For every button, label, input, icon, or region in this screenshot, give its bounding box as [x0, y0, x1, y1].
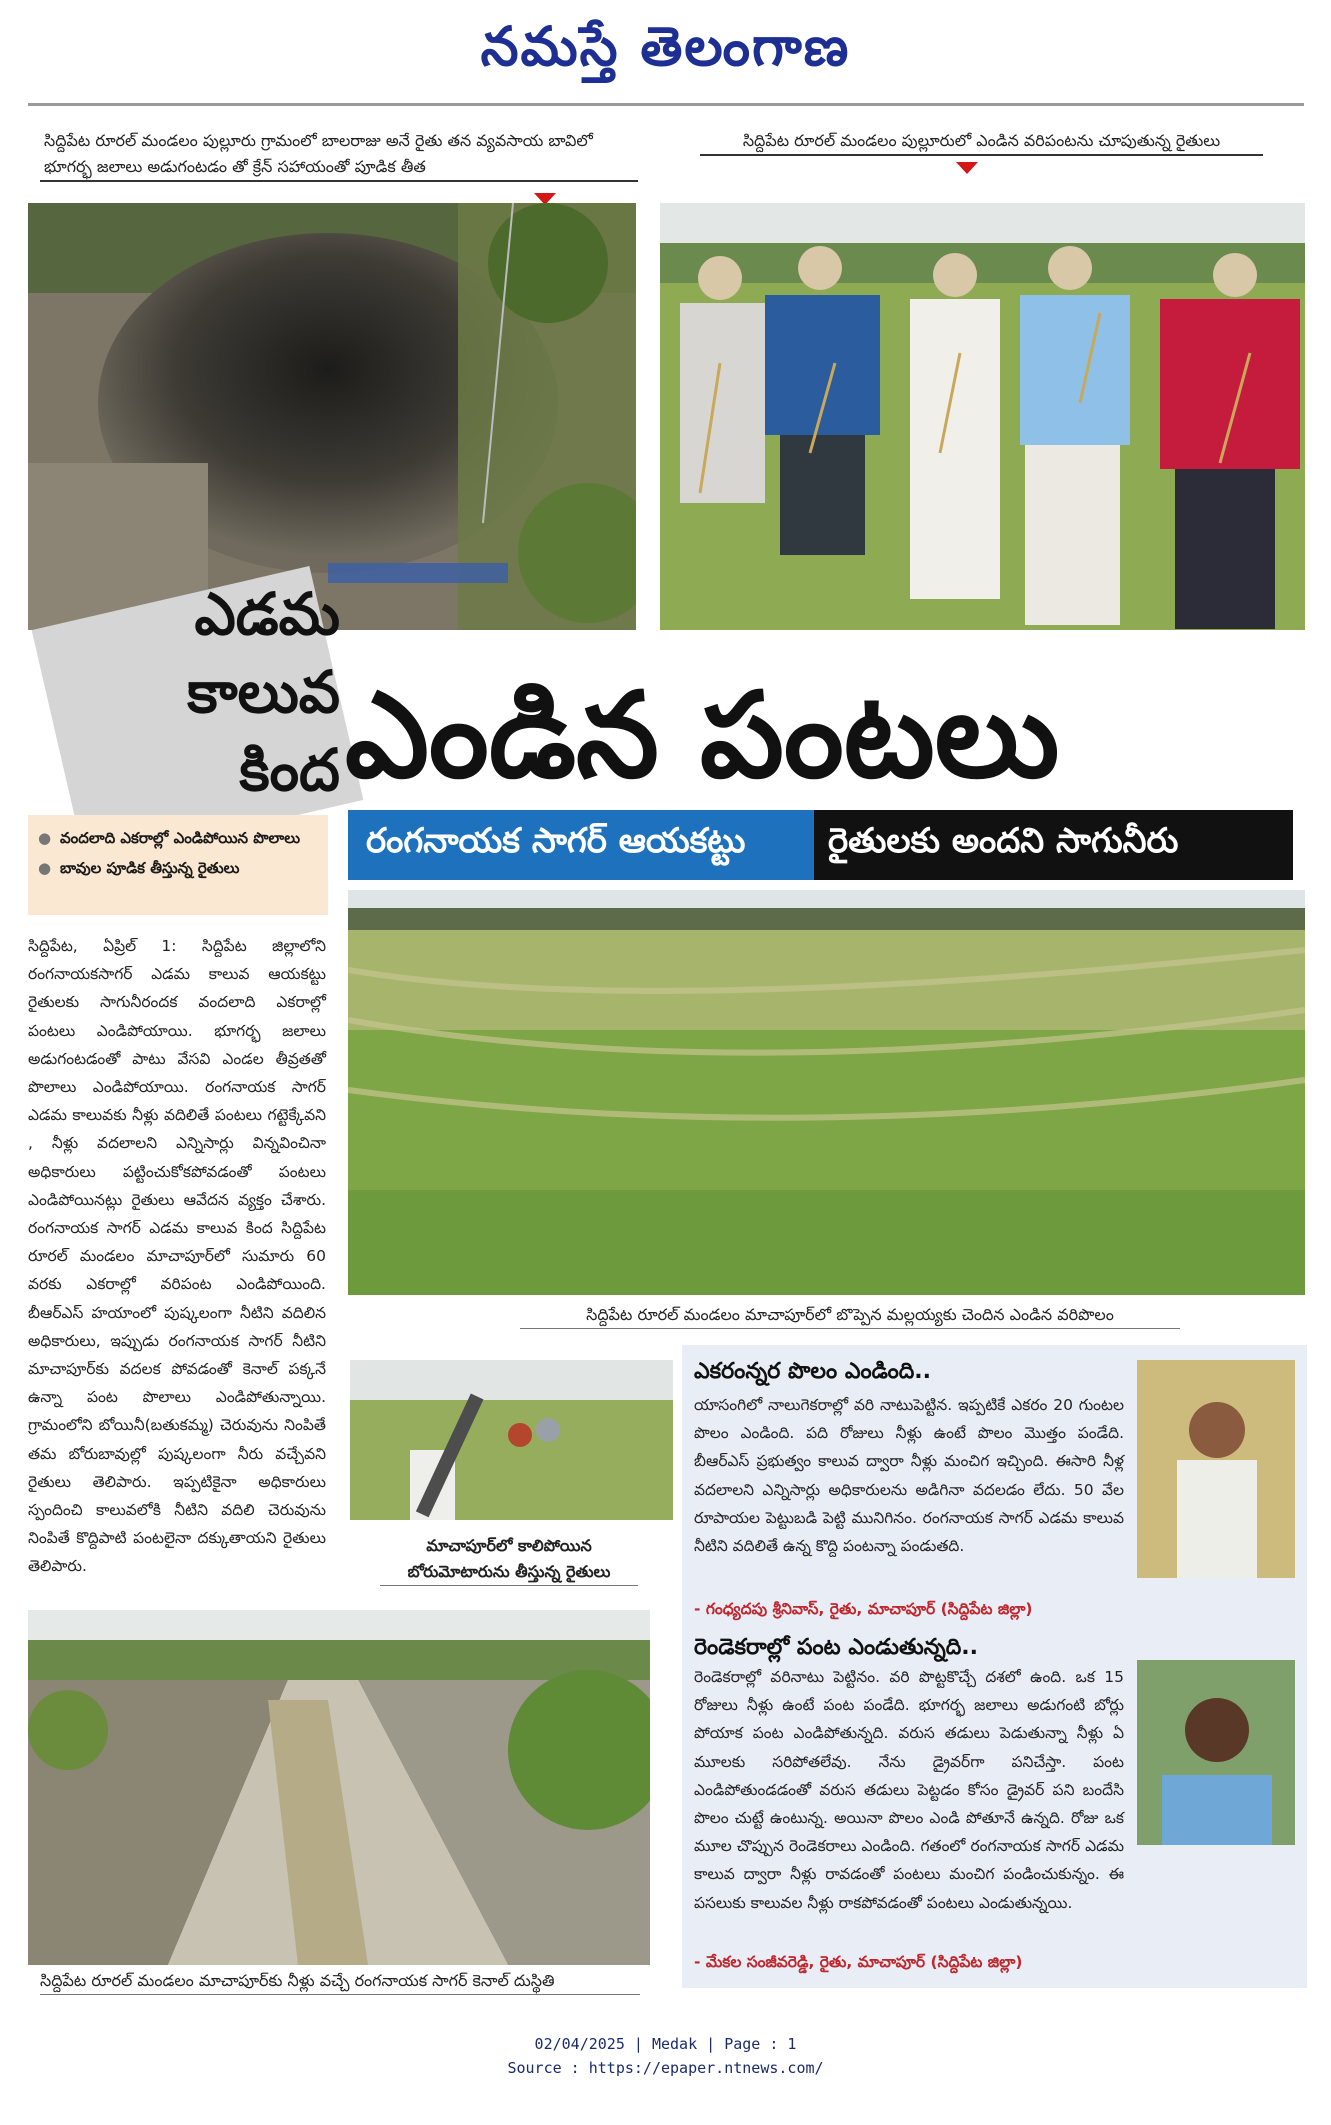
highlight-item: ● బావుల పూడిక తీస్తున్న రైతులు: [38, 853, 318, 883]
bullet-icon: ●: [38, 829, 52, 847]
bullet-icon: ●: [38, 859, 52, 877]
subdeck-black: రైతులకు అందని సాగునీరు: [814, 810, 1293, 880]
masthead: [0, 0, 1331, 100]
caption-motor: మాచాపూర్‌లో కాలిపోయిన బోరుమోటారును తీస్తున్న రైతులు: [380, 1533, 638, 1586]
sidebar-story1-text: యాసంగిలో నాలుగెకరాల్లో వరి నాటుపెట్టిన. ఇప్పటికే ఎకరం 20 గుంటల పొలం ఎండింది. పది రోజులు నీళ్లు ఉంటే పొలం మొత్తం పండేది. బీఆర్‌ఎస్ ప్రభుత్వం కాలువ ద్వారా నీళ్లు మంచిగ ఇచ్చింది. ఈసారి నీళ్ల వదలాలని ఎన్నిసార్లు అధికారులను అడిగినా వదలడం లేదు. 50 వేల రూపాయల పెట్టుబడి పెట్టి మునిగినం. రంగనాయక సాగర్ ఎడమ కాలువ నీటిని వదిలితే ఉన్న కొద్ది పంటన్నా పండుతది.: [694, 1396, 1124, 1556]
photo-farmers: [660, 203, 1305, 630]
sidebar-testimonials: [682, 1345, 1307, 1988]
caption-farmers: సిద్దిపేట రూరల్ మండలం పుల్లూరులో ఎండిన వరిపంటను చూపుతున్న రైతులు: [700, 128, 1263, 156]
subdeck-blue: రంగనాయక సాగర్ ఆయకట్టు: [348, 810, 814, 880]
caption-field: సిద్దిపేట రూరల్ మండలం మాచాపూర్‌లో బొప్పెన మల్లయ్యకు చెందిన ఎండిన వరిపొలం: [520, 1302, 1180, 1329]
sidebar-story1-head: ఎకరంన్నర పొలం ఎండింది..: [694, 1359, 931, 1384]
headline-kicker: ఎడమ కాలువ కింద: [187, 580, 340, 804]
photo-farmer-2: [1137, 1660, 1295, 1845]
headline-subdeck: [348, 810, 1293, 880]
footer-source: Source : https://epaper.ntnews.com/: [507, 2059, 824, 2077]
photo-borewell-motor: [350, 1360, 673, 1520]
sidebar-story2-quote: - మేకల సంజీవరెడ్డి, రైతు, మాచాపూర్ (సిద్దిపేట జిల్లా): [694, 1953, 1023, 1971]
highlight-item: ● వందలాది ఎకరాల్లో ఎండిపోయిన పొలాలు: [38, 823, 318, 853]
highlights-box: [28, 815, 328, 915]
footer-date-page: 02/04/2025 | Medak | Page : 1: [534, 2035, 797, 2053]
caption-canal: సిద్దిపేట రూరల్ మండలం మాచాపూర్‌కు నీళ్లు వచ్చే రంగనాయక సాగర్ కెనాల్ దుస్థితి: [40, 1968, 640, 1995]
page-footer: [0, 2032, 1331, 2080]
caption-well: సిద్దిపేట రూరల్ మండలం పుల్లూరు గ్రామంలో బాలరాజు అనే రైతు తన వ్యవసాయ బావిలో భూగర్భ జలాలు అడుగంటడం తో క్రేన్ సహాయంతో పూడిక తీత: [40, 128, 638, 182]
sidebar-story2-text: రెండెకరాల్లో వరినాటు పెట్టినం. వరి పొట్టకొచ్చే దశలో ఉంది. ఒక 15 రోజులు నీళ్లు ఉంటే పంట పండేది. భూగర్భ జలాలు అడుగంటి బోర్లు పోయాక పంట ఎండిపోతున్నది. వరుస తడులు పెడుతున్నా నీళ్లు ఏ మూలకు సరిపోతలేవు. నేను డ్రైవర్‌గా పనిచేస్తా. పంట ఎండిపోతుండడంతో వరుస తడులు పెట్టడం కోసం డ్రైవర్ పని బందేసి పొలం చుట్టే ఉంటున్న. అయినా పొలం ఎండి పోతూనే ఉన్నది. రోజు ఒక మూల చొప్పున రెండెకరాలు ఎండింది. గతంలో రంగనాయక సాగర్ ఎడమ కాలువ ద్వారా నీళ్లు రావడంతో పంటలు మంచిగ పండించుకున్నం. ఈ పసలుకు కాలువల నీళ్లు రాకపోవడంతో పంటలు ఎండుతున్నయి.: [694, 1668, 1124, 1912]
article-body: సిద్దిపేట, ఏప్రిల్ 1: సిద్దిపేట జిల్లాలోని రంగనాయకసాగర్ ఎడమ కాలువ ఆయకట్టు రైతులకు సాగునీరందక వందలాది ఎకరాల్లో పంటలు ఎండిపోయాయి. భూగర్భ జలాలు అడుగంటడంతో పాటు వేసవి ఎండల తీవ్రతతో పొలాలు ఎండిపోయాయి. రంగనాయక సాగర్ ఎడమ కాలువకు నీళ్లు వదిలితే పంటలు గట్టెక్కేవని , నీళ్లు వదలాలని ఎన్నిసార్లు విన్నవించినా అధికారులు పట్టించుకోకపోవడంతో పంటలు ఎండిపోయినట్లు రైతులు ఆవేదన వ్యక్తం చేశారు. రంగనాయక సాగర్ ఎడమ కాలువ కింద సిద్దిపేట రూరల్ మండలం మాచాపూర్‌లో సుమారు 60 వరకు ఎకరాల్లో వరిపంట ఎండిపోయింది. బీఆర్‌ఎస్ హయాంలో పుష్కలంగా నీటిని వదిలిన అధికారులు, ఇప్పుడు రంగనాయక సాగర్ నీటిని మాచాపూర్‌కు వదలక పోవడంతో కెనాల్ పక్కనే ఉన్నా పంట పొలాలు ఎండిపోతున్నాయి. గ్రామంలోని బోయినీ(బతుకమ్మ) చెరువును నింపితే తమ బోరుబావుల్లో పుష్కలంగా నీరు వచ్చేవని రైతులు తెలిపారు. ఇప్పటికైనా అధికారులు స్పందించి కాలువలోకి నీటిని వదిలి చెరువును నింపితే కొద్దిపాటి పంటలైనా దక్కుతాయని రైతులు తెలిపారు.: [28, 937, 326, 1576]
sidebar-story1-quote: - గంధ్యదపు శ్రీనివాస్, రైతు, మాచాపూర్ (సిద్దిపేట జిల్లా): [694, 1600, 1033, 1618]
photo-farmer-1: [1137, 1360, 1295, 1578]
caption-pointer-icon: [956, 162, 978, 174]
photo-dry-field: [348, 890, 1305, 1295]
photo-well: [28, 203, 636, 630]
newspaper-logo: నమస్తే తెలంగాణ: [480, 14, 851, 78]
photo-dry-canal: [28, 1610, 650, 1965]
headline-main: ఎండిన పంటలు: [345, 666, 1060, 804]
masthead-divider: [28, 103, 1304, 106]
sidebar-story2-head: రెండెకరాల్లో పంట ఎండుతున్నది..: [694, 1635, 978, 1660]
